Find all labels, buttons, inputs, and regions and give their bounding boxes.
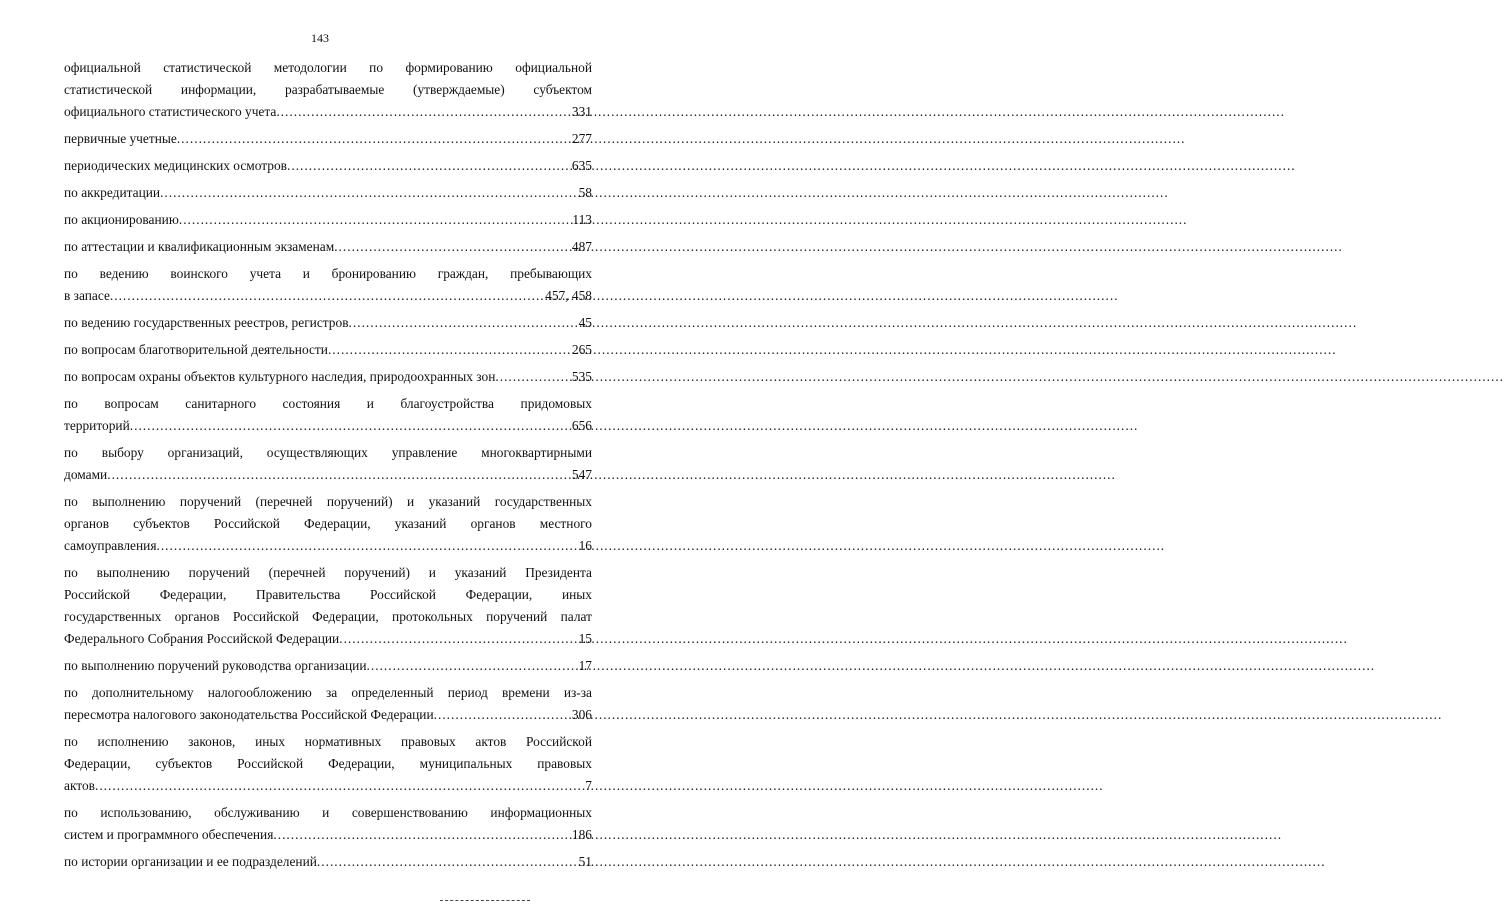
index-entry-final-line — [64, 128, 592, 150]
index-entry-line: Федерации, субъектов Российской Федерации, муниципальных правовых — [64, 756, 592, 771]
dot-leader — [287, 155, 572, 177]
index-entry-line: по вопросам санитарного состояния и благоустройства придомовых — [64, 396, 592, 411]
dot-leader — [276, 101, 572, 123]
index-entry-line: по ведению воинского учета и бронированию граждан, пребывающих — [64, 266, 592, 281]
index-entry — [64, 802, 592, 846]
index-entry-term: по ведению государственных реестров, регистров — [64, 315, 349, 330]
index-entry — [64, 393, 592, 437]
index-entry-final-line — [64, 415, 592, 437]
index-entry-line: по выполнению поручений (перечней поручений) и указаний Президента — [64, 565, 592, 580]
index-entry — [64, 442, 592, 486]
index-entry — [64, 209, 592, 231]
index-entry-final-line — [64, 285, 592, 307]
index-entry — [64, 263, 592, 307]
dot-leader — [107, 464, 572, 486]
dot-leader — [156, 535, 578, 557]
index-entry — [64, 491, 592, 557]
page-reference: 45 — [578, 315, 592, 330]
index-entries — [64, 57, 592, 878]
index-entry-term: по акционированию — [64, 212, 179, 227]
dot-leader — [110, 285, 545, 307]
dot-leader — [434, 704, 572, 726]
page-reference: 306 — [571, 707, 592, 722]
page-number: 143 — [311, 31, 329, 45]
dot-leader — [273, 824, 572, 846]
index-entry-final-line — [64, 464, 592, 486]
page-reference: 457, 458 — [545, 288, 592, 303]
index-entry-line: по использованию, обслуживанию и совершенствованию информационных — [64, 805, 592, 820]
index-entry-line: по исполнению законов, иных нормативных правовых актов Российской — [64, 734, 592, 749]
index-entry — [64, 562, 592, 650]
page-reference: 635 — [571, 158, 592, 173]
index-entry-final-line — [64, 851, 592, 873]
index-entry-line: по выбору организаций, осуществляющих управление многоквартирными — [64, 445, 592, 460]
index-entry-final-line — [64, 155, 592, 177]
dot-leader — [177, 128, 572, 150]
page-reference: 656 — [571, 418, 592, 433]
page-reference: 487 — [571, 239, 592, 254]
index-entry — [64, 851, 592, 873]
index-entry-final-line — [64, 101, 592, 123]
index-entry — [64, 182, 592, 204]
index-entry-final-line — [64, 655, 592, 677]
index-entry-line: государственных органов Российской Федерации, протокольных поручений палат — [64, 609, 592, 624]
index-entry-final-line — [64, 182, 592, 204]
index-entry-term: по вопросам охраны объектов культурного наследия, природоохранных зон — [64, 369, 496, 384]
index-entry-line: официальной статистической методологии по формированию официальной — [64, 60, 592, 75]
index-entry-final-line — [64, 312, 592, 334]
index-entry-term: по вопросам благотворительной деятельности — [64, 342, 328, 357]
page-reference: 15 — [578, 631, 592, 646]
index-entry — [64, 236, 592, 258]
page-reference: 277 — [571, 131, 592, 146]
index-entry-term: территорий — [64, 418, 130, 433]
dot-leader — [328, 339, 572, 361]
index-entry-final-line — [64, 628, 592, 650]
index-entry-term: по аттестации и квалификационным экзаменам — [64, 239, 335, 254]
dot-leader — [160, 182, 579, 204]
index-entry-term: домами — [64, 467, 108, 482]
index-entry-term: по аккредитации — [64, 185, 161, 200]
index-entry-final-line — [64, 366, 592, 388]
index-entry-term: систем и программного обеспечения — [64, 827, 274, 842]
index-entry — [64, 128, 592, 150]
scan-edge-mark — [440, 900, 530, 905]
index-entry-line: органов субъектов Российской Федерации, указаний органов местного — [64, 516, 592, 531]
page-reference: 17 — [578, 658, 592, 673]
dot-leader — [339, 628, 578, 650]
document-page — [0, 0, 640, 905]
page-reference: 16 — [578, 538, 592, 553]
page-reference: 535 — [571, 369, 592, 384]
index-entry-final-line — [64, 704, 592, 726]
index-entry-term: первичные учетные — [64, 131, 177, 146]
index-entry-term: периодических медицинских осмотров — [64, 158, 287, 173]
dot-leader — [495, 366, 572, 388]
page-reference: 51 — [578, 854, 592, 869]
index-entry — [64, 339, 592, 361]
index-entry-term: пересмотра налогового законодательства Российской Федерации — [64, 707, 434, 722]
index-entry — [64, 312, 592, 334]
index-entry-term: в запасе — [64, 288, 110, 303]
index-entry-term: официального статистического учета — [64, 104, 277, 119]
index-entry-term: по истории организации и ее подразделений — [64, 854, 317, 869]
page-reference: 265 — [571, 342, 592, 357]
page-reference: 113 — [572, 212, 592, 227]
index-entry-term: самоуправления — [64, 538, 157, 553]
index-entry-final-line — [64, 824, 592, 846]
dot-leader — [334, 236, 572, 258]
index-entry — [64, 655, 592, 677]
index-entry — [64, 57, 592, 123]
page-reference: 7 — [585, 778, 592, 793]
index-entry — [64, 155, 592, 177]
index-entry-final-line — [64, 236, 592, 258]
dot-leader — [179, 209, 573, 231]
index-entry-line: по выполнению поручений (перечней поручений) и указаний государственных — [64, 494, 592, 509]
dot-leader — [317, 851, 579, 873]
index-entry-term: Федерального Собрания Российской Федерации — [64, 631, 340, 646]
dot-leader — [95, 775, 585, 797]
index-entry — [64, 366, 592, 388]
page-reference: 331 — [571, 104, 592, 119]
dot-leader — [367, 655, 579, 677]
index-entry — [64, 682, 592, 726]
dot-leader — [130, 415, 572, 437]
page-reference: 58 — [578, 185, 592, 200]
page-reference: 186 — [571, 827, 592, 842]
index-entry-line: по дополнительному налогообложению за определенный период времени из-за — [64, 685, 592, 700]
index-entry-final-line — [64, 775, 592, 797]
index-entry-final-line — [64, 339, 592, 361]
index-entry-final-line — [64, 535, 592, 557]
dot-leader — [349, 312, 579, 334]
index-entry-line: Российской Федерации, Правительства Российской Федерации, иных — [64, 587, 592, 602]
page-reference: 547 — [571, 467, 592, 482]
index-entry-line: статистической информации, разрабатываемые (утверждаемые) субъектом — [64, 82, 592, 97]
index-entry-term: актов — [64, 778, 95, 793]
index-entry — [64, 731, 592, 797]
index-entry-final-line — [64, 209, 592, 231]
index-entry-term: по выполнению поручений руководства организации — [64, 658, 367, 673]
